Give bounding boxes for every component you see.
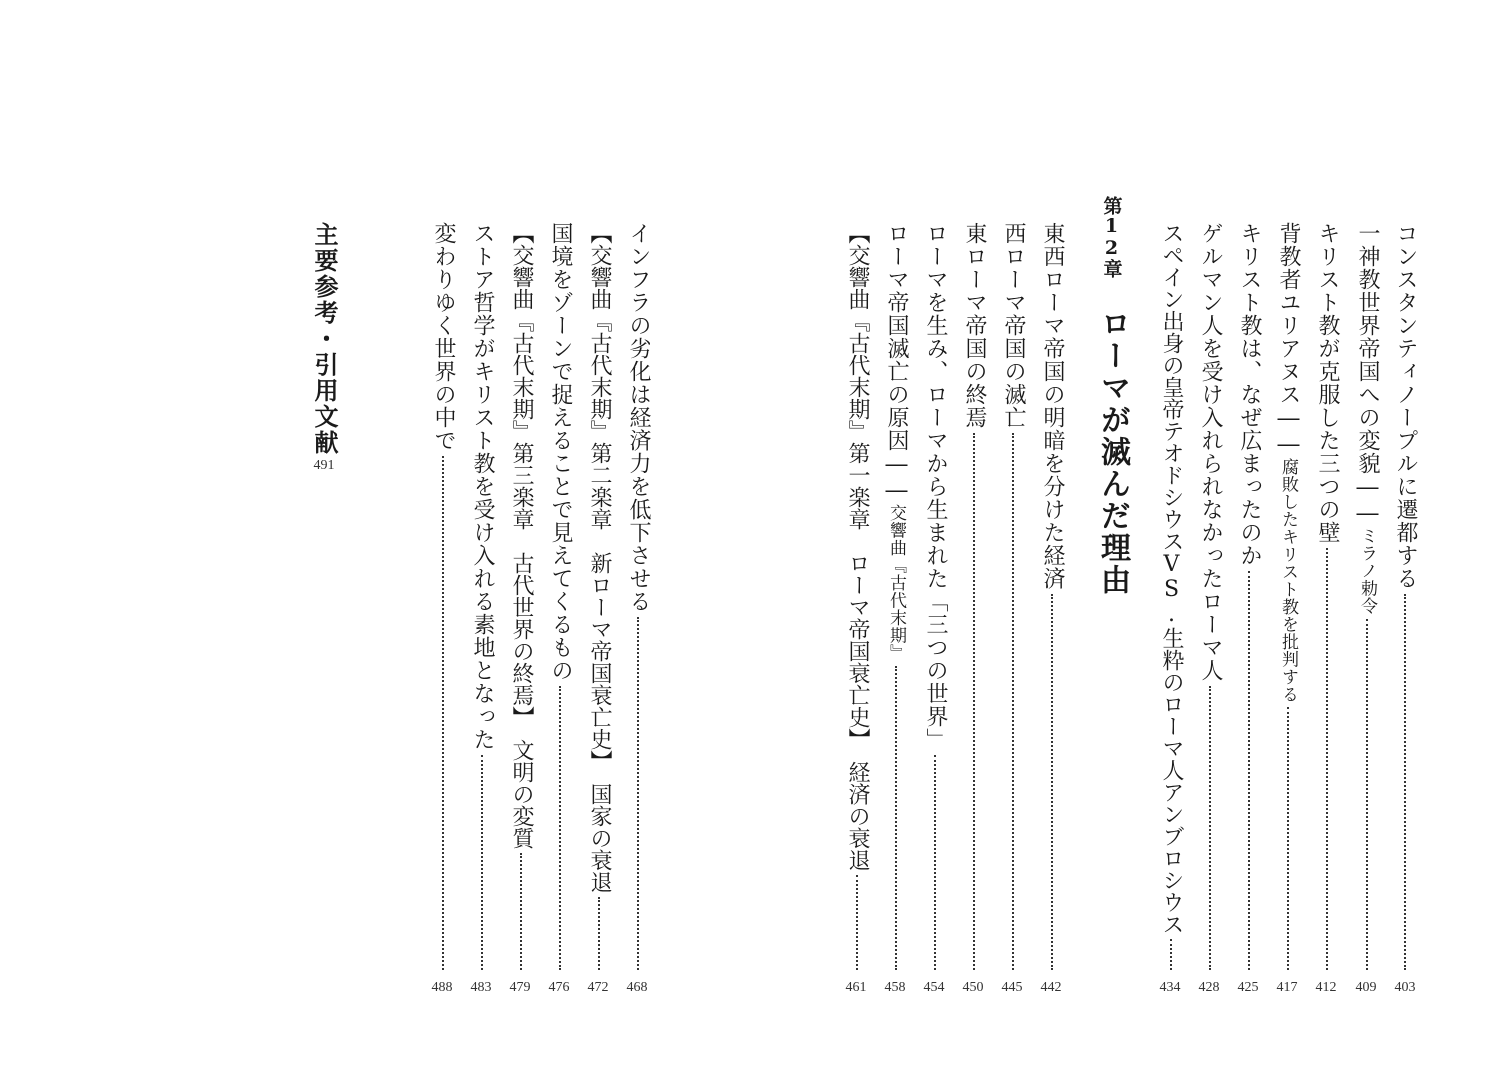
page-number: 409 — [1355, 980, 1377, 995]
entry-title: 一神教世界帝国への変貌―― — [1355, 222, 1380, 527]
toc-entry[interactable] — [1352, 222, 1382, 970]
page-number: 428 — [1198, 980, 1220, 995]
entry-title: キリスト教は、なぜ広まったのか — [1237, 222, 1262, 567]
chapter-heading — [1094, 196, 1130, 596]
dot-leader — [1012, 433, 1014, 970]
toc-entry[interactable] — [881, 222, 911, 970]
toc-entry[interactable] — [623, 222, 653, 970]
toc-entry[interactable] — [584, 222, 614, 970]
page-number: 434 — [1159, 980, 1181, 995]
toc-entry[interactable] — [1195, 222, 1225, 970]
entry-title: スペイン出身の皇帝テオドシウスVS.生粋のローマ人アンブロシウス — [1159, 222, 1184, 935]
dot-leader — [637, 617, 639, 970]
toc-entry[interactable] — [1390, 222, 1420, 970]
dot-leader — [973, 433, 975, 970]
page-number: 403 — [1394, 980, 1416, 995]
entry-title: 国境をゾーンで捉えることで見えてくるもの — [548, 222, 573, 682]
entry-title: 東ローマ帝国の終焉 — [962, 222, 987, 429]
page-number: 454 — [923, 980, 945, 995]
dot-leader — [1326, 548, 1328, 970]
toc-entry[interactable] — [1037, 222, 1067, 970]
entry-title: 【交響曲『古代末期』第三楽章 古代世界の終焉】 文明の変質 — [509, 222, 534, 849]
toc-entry[interactable] — [1312, 222, 1342, 970]
entry-title: 変わりゆく世界の中で — [431, 222, 456, 452]
dot-leader — [856, 875, 858, 970]
dot-leader — [598, 897, 600, 970]
page-number: 468 — [626, 980, 648, 995]
entry-subtitle: ミラノ勅令 — [1357, 527, 1377, 615]
page-number: 412 — [1315, 980, 1337, 995]
entry-title: ローマ帝国滅亡の原因―― — [884, 222, 909, 504]
dot-leader — [559, 686, 561, 970]
toc-entry[interactable] — [545, 222, 575, 970]
entry-title: 東西ローマ帝国の明暗を分けた経済 — [1040, 222, 1065, 590]
page-number: 445 — [1001, 980, 1023, 995]
dot-leader — [1051, 594, 1053, 970]
entry-title: 【交響曲『古代末期』第一楽章 ローマ帝国衰亡史】 経済の衰退 — [845, 222, 870, 871]
page-number: 488 — [431, 980, 453, 995]
toc-entry[interactable] — [467, 222, 497, 970]
page-number: 479 — [509, 980, 531, 995]
references-heading[interactable]: 主要参考・引用文献 — [310, 222, 339, 456]
entry-title: 西ローマ帝国の滅亡 — [1001, 222, 1026, 429]
entry-title: 【交響曲『古代末期』第二楽章 新ローマ帝国衰亡史】 国家の衰退 — [587, 222, 612, 893]
entry-subtitle: 腐敗したキリスト教を批判する — [1278, 458, 1298, 703]
page-number: 417 — [1276, 980, 1298, 995]
dot-leader — [1248, 571, 1250, 970]
page-number: 450 — [962, 980, 984, 995]
dot-leader — [481, 755, 483, 970]
entry-title: インフラの劣化は経済力を低下させる — [626, 222, 651, 613]
dot-leader — [1366, 619, 1368, 971]
toc-entry[interactable] — [1273, 222, 1303, 970]
toc-entry[interactable] — [1234, 222, 1264, 970]
entry-subtitle: 交響曲『古代末期』 — [886, 504, 906, 662]
dot-leader — [1287, 707, 1289, 970]
entry-title: 背教者ユリアヌス―― — [1276, 222, 1301, 458]
page-number: 442 — [1040, 980, 1062, 995]
chapter-title: ローマが滅んだ理由 — [1095, 308, 1130, 596]
page-number: 425 — [1237, 980, 1259, 995]
toc-entry[interactable] — [428, 222, 458, 970]
entry-title: コンスタンティノープルに遷都する — [1393, 222, 1418, 590]
toc-entry[interactable] — [959, 222, 989, 970]
dot-leader — [1170, 939, 1172, 970]
dot-leader — [895, 666, 897, 971]
entry-title: ゲルマン人を受け入れられなかったローマ人 — [1198, 222, 1223, 682]
entry-title: ローマを生み、ローマから生まれた「三つの世界」 — [923, 222, 948, 751]
page-number: 461 — [845, 980, 867, 995]
toc-entry[interactable] — [842, 222, 872, 970]
dot-leader — [520, 853, 522, 970]
entry-title: キリスト教が克服した三つの壁 — [1315, 222, 1340, 544]
page-number: 472 — [587, 980, 609, 995]
toc-entry[interactable] — [506, 222, 536, 970]
toc-entry[interactable] — [1156, 222, 1186, 970]
toc-entry[interactable] — [998, 222, 1028, 970]
entry-title: ストア哲学がキリスト教を受け入れる素地となった — [470, 222, 495, 751]
references-page-number: 491 — [313, 458, 335, 473]
toc-entry[interactable] — [920, 222, 950, 970]
dot-leader — [1209, 686, 1211, 970]
page-number: 476 — [548, 980, 570, 995]
dot-leader — [934, 755, 936, 970]
page-number: 458 — [884, 980, 906, 995]
page-number: 483 — [470, 980, 492, 995]
dot-leader — [442, 456, 444, 970]
chapter-label: 第12章 — [1100, 196, 1123, 278]
dot-leader — [1404, 594, 1406, 970]
